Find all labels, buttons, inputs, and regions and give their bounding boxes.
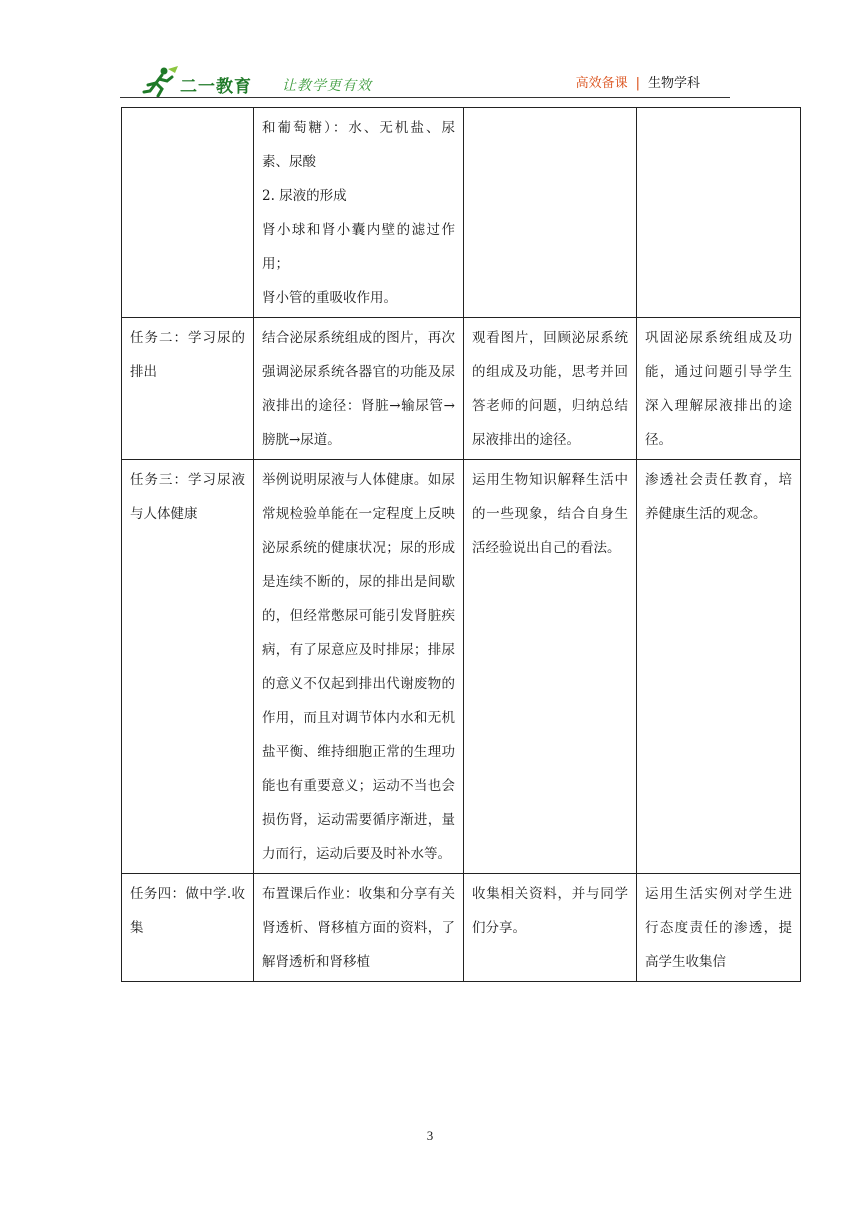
design-intent-cell: 巩固泌尿系统组成及功能，通过问题引导学生深入理解尿液排出的途径。 <box>637 318 801 460</box>
teacher-activity-cell <box>254 108 464 318</box>
teacher-line: 肾小管的重吸收作用。 <box>262 290 397 306</box>
subject-label: 生物学科 <box>647 76 700 91</box>
table-row <box>122 460 801 874</box>
teacher-activity-cell: 布置课后作业：收集和分享有关肾透析、肾移植方面的资料，了解肾透析和肾移植 <box>254 874 464 982</box>
header-divider <box>120 97 730 98</box>
task-cell <box>122 108 254 318</box>
student-activity-cell <box>464 108 637 318</box>
running-figure-icon <box>142 66 182 98</box>
table-row <box>122 874 801 982</box>
design-intent-cell: 渗透社会责任教育，培养健康生活的观念。 <box>637 460 801 874</box>
task-cell: 任务四：做中学.收集 <box>122 874 254 982</box>
table-row <box>122 318 801 460</box>
design-intent-cell <box>637 108 801 318</box>
teacher-line: 肾小球和肾小囊内壁的滤过作用； <box>262 222 455 272</box>
task-cell: 任务三：学习尿液与人体健康 <box>122 460 254 874</box>
prep-label: 高效备课 <box>575 76 628 91</box>
brand-logo <box>142 66 372 98</box>
page-number: 3 <box>426 1128 434 1143</box>
slogan: 让教学更有效 <box>282 78 372 94</box>
lesson-table <box>121 107 801 982</box>
teacher-activity-cell: 结合泌尿系统组成的图片，再次强调泌尿系统各器官的功能及尿液排出的途径：肾脏→输尿管→膀胱→尿道。 <box>254 318 464 460</box>
task-cell: 任务二：学习尿的排出 <box>122 318 254 460</box>
teacher-line: 和葡萄糖）：水、无机盐、尿素、尿酸 <box>262 120 455 170</box>
page-header <box>120 62 730 100</box>
design-intent-cell: 运用生活实例对学生进行态度责任的渗透，提高学生收集信 <box>637 874 801 982</box>
teacher-activity-cell: 举例说明尿液与人体健康。如尿常规检验单能在一定程度上反映泌尿系统的健康状况；尿的形成是连续不断的，尿的排出是间歇的，但经常憋尿可能引发肾脏疾病，有了尿意应及时排尿；排尿的意义不仅起到排出代谢废物的作用，而且对调节体内水和无机盐平衡、维持细胞正常的生理功能也有重要意义；运动不当也会损伤肾，运动需要循序渐进，量力而行，运动后要及时补水等。 <box>254 460 464 874</box>
logo-text: 二一教育 <box>180 77 252 97</box>
table-row <box>122 108 801 318</box>
student-activity-cell: 收集相关资料，并与同学们分享。 <box>464 874 637 982</box>
student-activity-cell: 观看图片，回顾泌尿系统的组成及功能，思考并回答老师的问题，归纳总结尿液排出的途径。 <box>464 318 637 460</box>
header-separator: | <box>635 76 640 91</box>
teacher-line: 2. 尿液的形成 <box>262 188 347 204</box>
header-right <box>576 72 700 91</box>
student-activity-cell: 运用生物知识解释生活中的一些现象，结合自身生活经验说出自己的看法。 <box>464 460 637 874</box>
